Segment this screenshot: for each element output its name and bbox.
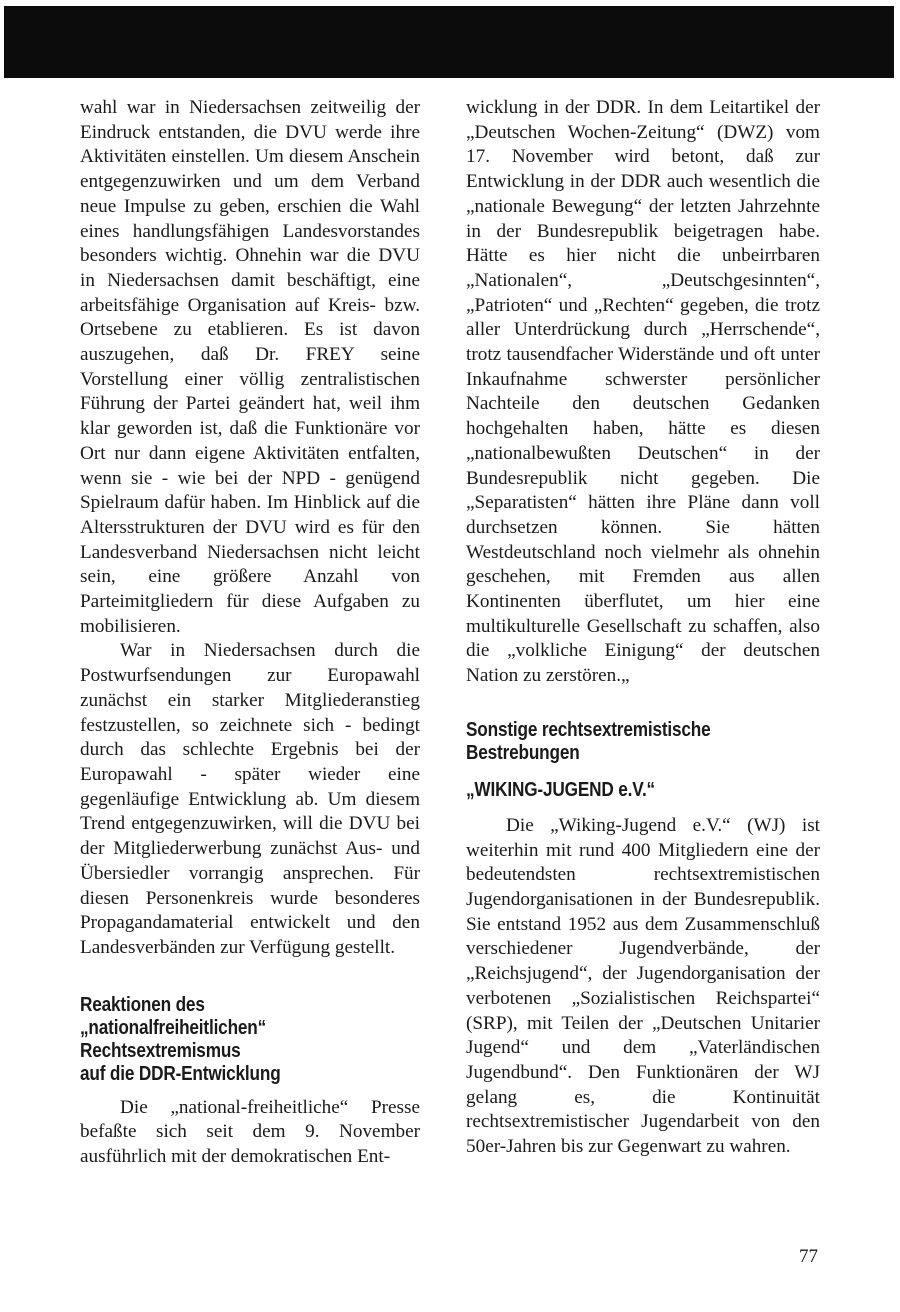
body-paragraph: wahl war in Niedersachsen zeitweilig der Eindruck entstanden, die DVU werde ihre Aktivitäten einstellen. Um diesem Anschein entgegenzuwirken und um dem Verband neue Impulse zu geben, erschien die Wahl eines handlungsfähigen Landesvorstandes besonders wichtig. Ohnehin war die DVU in Niedersachsen damit beschäftigt, eine arbeitsfähige Organisation auf Kreis- bzw. Ortsebene zu etablieren. Es ist davon auszugehen, daß Dr. FREY seine Vorstellung einer völlig zentralistischen Führung der Partei geändert hat, weil ihm klar geworden ist, daß die Funktionäre vor Ort nur dann eigene Aktivitäten entfalten, wenn sie - wie bei der NPD - genügend Spielraum dafür haben. Im Hinblick auf die Altersstrukturen der DVU wird es für den Landesverband Niedersachsen nicht leicht sein, eine größere Anzahl von Parteimitgliedern für diese Aufgaben zu mobilisieren.: [80, 97, 420, 637]
heading-line: Rechtsextremismus: [80, 1039, 241, 1062]
heading-line: auf die DDR-Entwicklung: [80, 1062, 281, 1085]
body-paragraph: Die „national-freiheitliche“ Presse befaßte sich seit dem 9. November ausführlich mit der demokratischen Ent-: [80, 1096, 420, 1168]
heading-line: Sonstige rechtsextremistische: [466, 718, 711, 741]
heading-line: „nationalfreiheitlichen“: [80, 1016, 267, 1039]
body-paragraph: Die „Wiking-Jugend e.V.“ (WJ) ist weiterhin mit rund 400 Mitgliedern eine der bedeutendsten rechtsextremistischen Jugendorganisationen in der Bundesrepublik. Sie entstand 1952 aus dem Zusammenschluß verschiedener Jugendverbände, der „Reichsjugend“, der Jugendorganisation der verbotenen „Sozialistischen Reichspartei“ (SRP), mit Teilen der „Deutschen Unitarier Jugend“ und dem „Vaterländischen Jugendbund“. Den Funktionären der WJ gelang es, die Kontinuität rechtsextremistischer Jugendarbeit von den 50er-Jahren bis zur Gegenwart zu wahren.: [466, 814, 820, 1158]
header-bar: [4, 6, 894, 78]
heading-line: Bestrebungen: [466, 741, 580, 764]
right-column: [466, 96, 820, 1160]
page-number: 77: [799, 1246, 818, 1267]
left-column: [80, 96, 420, 1170]
section-heading: [80, 994, 419, 1086]
heading-line: Reaktionen des: [80, 993, 205, 1016]
body-paragraph: War in Niedersachsen durch die Postwurfsendungen zur Europawahl zunächst ein starker Mitgliederanstieg festzustellen, so zeichnete sich - bedingt durch das schlechte Ergebnis bei der Europawahl - später wieder eine gegenläufige Entwicklung ab. Um diesem Trend entgegenzuwirken, will die DVU bei der Mitgliederwerbung zunächst Aus- und Übersiedler vorrangig ansprechen. Für diesen Personenkreis wurde besonderes Propagandamaterial entwickelt und den Landesverbänden zur Verfügung gestellt.: [80, 640, 420, 958]
section-heading: [466, 719, 819, 765]
subsection-heading: „WIKING-JUGEND e.V.“: [466, 778, 655, 801]
body-paragraph: wicklung in der DDR. In dem Leitartikel der „Deutschen Wochen-Zeitung“ (DWZ) vom 17. November wird betont, daß zur Entwicklung in der DDR auch wesentlich die „nationale Bewegung“ der letzten Jahrzehnte in der Bundesrepublik beigetragen habe. Hätte es hier nicht die unbeirrbaren „Nationalen“, „Deutschgesinnten“, „Patrioten“ und „Rechten“ gegeben, die trotz aller Unterdrückung durch „Herrschende“, trotz tausendfacher Widerstände und oft unter Inkaufnahme schwerster persönlicher Nachteile den deutschen Gedanken hochgehalten haben, hätte es diesen „nationalbewußten Deutschen“ in der Bundesrepublik nicht gegeben. Die „Separatisten“ hätten ihre Pläne dann voll durchsetzen können. Sie hätten Westdeutschland noch vielmehr als ohnehin geschehen, mit Fremden aus allen Kontinenten überflutet, um hier eine multikulturelle Gesellschaft zu schaffen, also die „volkliche Einigung“ der deutschen Nation zu zerstören.„: [466, 97, 820, 687]
